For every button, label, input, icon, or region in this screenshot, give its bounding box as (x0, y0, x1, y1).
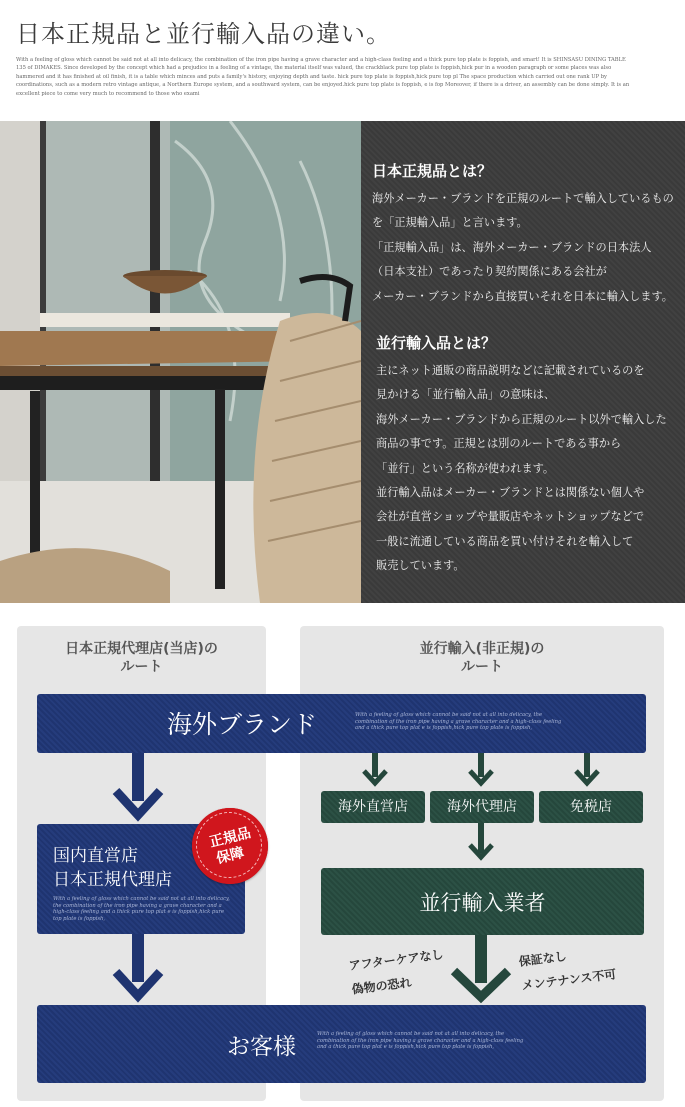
parallel-heading: 並行輸入品とは？ (376, 334, 497, 352)
overseas-agent-label: 海外代理店 (447, 799, 517, 815)
arrow-down-icon (450, 935, 512, 1003)
duty-free-label: 免税店 (570, 799, 612, 815)
interior-photo (0, 121, 361, 603)
overseas-brand-bar (37, 694, 646, 753)
intro-text: With a feeling of gloss which cannot be said not at all into delicacy, the combination of the iron pipe having a grave character and a high-class feeling and a thick pure top plate is foppish, and smart! It is SHINSASU DINING TABLE 135 of DIMAKES. Since developed by the concept which had a prejudice in a feeling of a vintage, the material itself was valued, the crackblack pure top plate is foppish,hick pur in a wooden paragraph or some places was also hammered and it has finished at oil finish, it is a table which minces and puts a family's history, enjoying depth and taste. hick pure top plate is foppish,hick pure top pl The space production which carried out one rank UP by coordinations, such as a modern retro vintage antique, a Northern Europe system, and a southward system, can be enjoyed.hick pure top plate is foppish, e is fop Moreover, if there is a driver, an assembly can be done simply. It is an excellent piece to come very much to recommend to those who exami (16, 57, 630, 97)
arrow-down-icon (362, 753, 388, 787)
arrow-down-icon (112, 753, 164, 823)
page-title: 日本正規品と並行輸入品の違い。 (16, 20, 391, 48)
official-agent-label: 日本正規代理店 (53, 870, 172, 890)
domestic-decoration-text: With a feeling of gloss which cannot be said not at all into delicacy, the combination of the iron pipe having a grave character and a high-class feeling and a thick pure top plat e is foppish,hick pure top plate is foppish, (53, 896, 230, 922)
note-no-aftercare: アフターケアなし 偽物の恐れ (348, 947, 445, 997)
overseas-store-label: 海外直営店 (338, 799, 408, 815)
interior-illustration (0, 121, 361, 603)
official-heading: 日本正規品とは？ (372, 162, 493, 180)
domestic-store-label: 国内直営店 (53, 846, 138, 866)
arrow-down-icon (468, 753, 494, 787)
badge-line2: 保障 (214, 844, 246, 868)
customer-label: お客様 (227, 1034, 296, 1060)
parallel-importer-box (321, 868, 644, 935)
arrow-down-icon (112, 934, 164, 1004)
customer-bar (37, 1005, 646, 1083)
overseas-store-box (321, 791, 425, 823)
genuine-guarantee-badge (192, 808, 268, 884)
arrow-down-icon (574, 753, 600, 787)
customer-decoration-text: With a feeling of gloss which cannot be said not at all into delicacy, the combination of the iron pipe having a grave character and a high-class feeling and a thick pure top plat e is foppish,hick pure top plate is foppish, (317, 1031, 524, 1051)
brand-label: 海外ブランド (167, 710, 318, 739)
brand-decoration-text: With a feeling of gloss which cannot be said not at all into delicacy, the combination of the iron pipe having a grave character and a high-class feeling and a thick pure top plat e is foppish,hick pure top plate is foppish, (355, 712, 562, 732)
badge-line1: 正規品 (207, 825, 253, 851)
official-route-heading: 日本正規代理店(当店)の ルート (65, 641, 218, 675)
parallel-route-heading: 並行輸入(非正規)の ルート (419, 641, 545, 675)
arrow-down-icon (468, 823, 494, 863)
duty-free-box (539, 791, 643, 823)
parallel-body: 主にネット通販の商品説明などに記載されているのを 見かける「並行輸入品」の意味は、 海外メーカー・ブランドから正規のルート以外で輸入した 商品の事です。正規とは別のルートである事から 「並行」という名称が使われます。 並行輸入品はメーカー・ブランドとは関係ない個人や 会社が直営ショップや量販店やネットショップなどで 一般に流通している商品を買い付けそれを輸入して 販売しています。 (376, 364, 667, 573)
note-no-warranty: 保証なし メンテナンス不可 (518, 949, 618, 993)
importer-label: 並行輸入業者 (419, 891, 546, 915)
overseas-agent-box (430, 791, 534, 823)
official-body: 海外メーカー・ブランドを正規のルートで輸入しているもの を「正規輸入品」と言います。 「正規輸入品」は、海外メーカー・ブランドの日本法人 （日本支社）であったり契約関係にある会社が メーカー・ブランドから直接買いそれを日本に輸入します。 (372, 192, 674, 303)
explanation-panel (361, 121, 685, 603)
